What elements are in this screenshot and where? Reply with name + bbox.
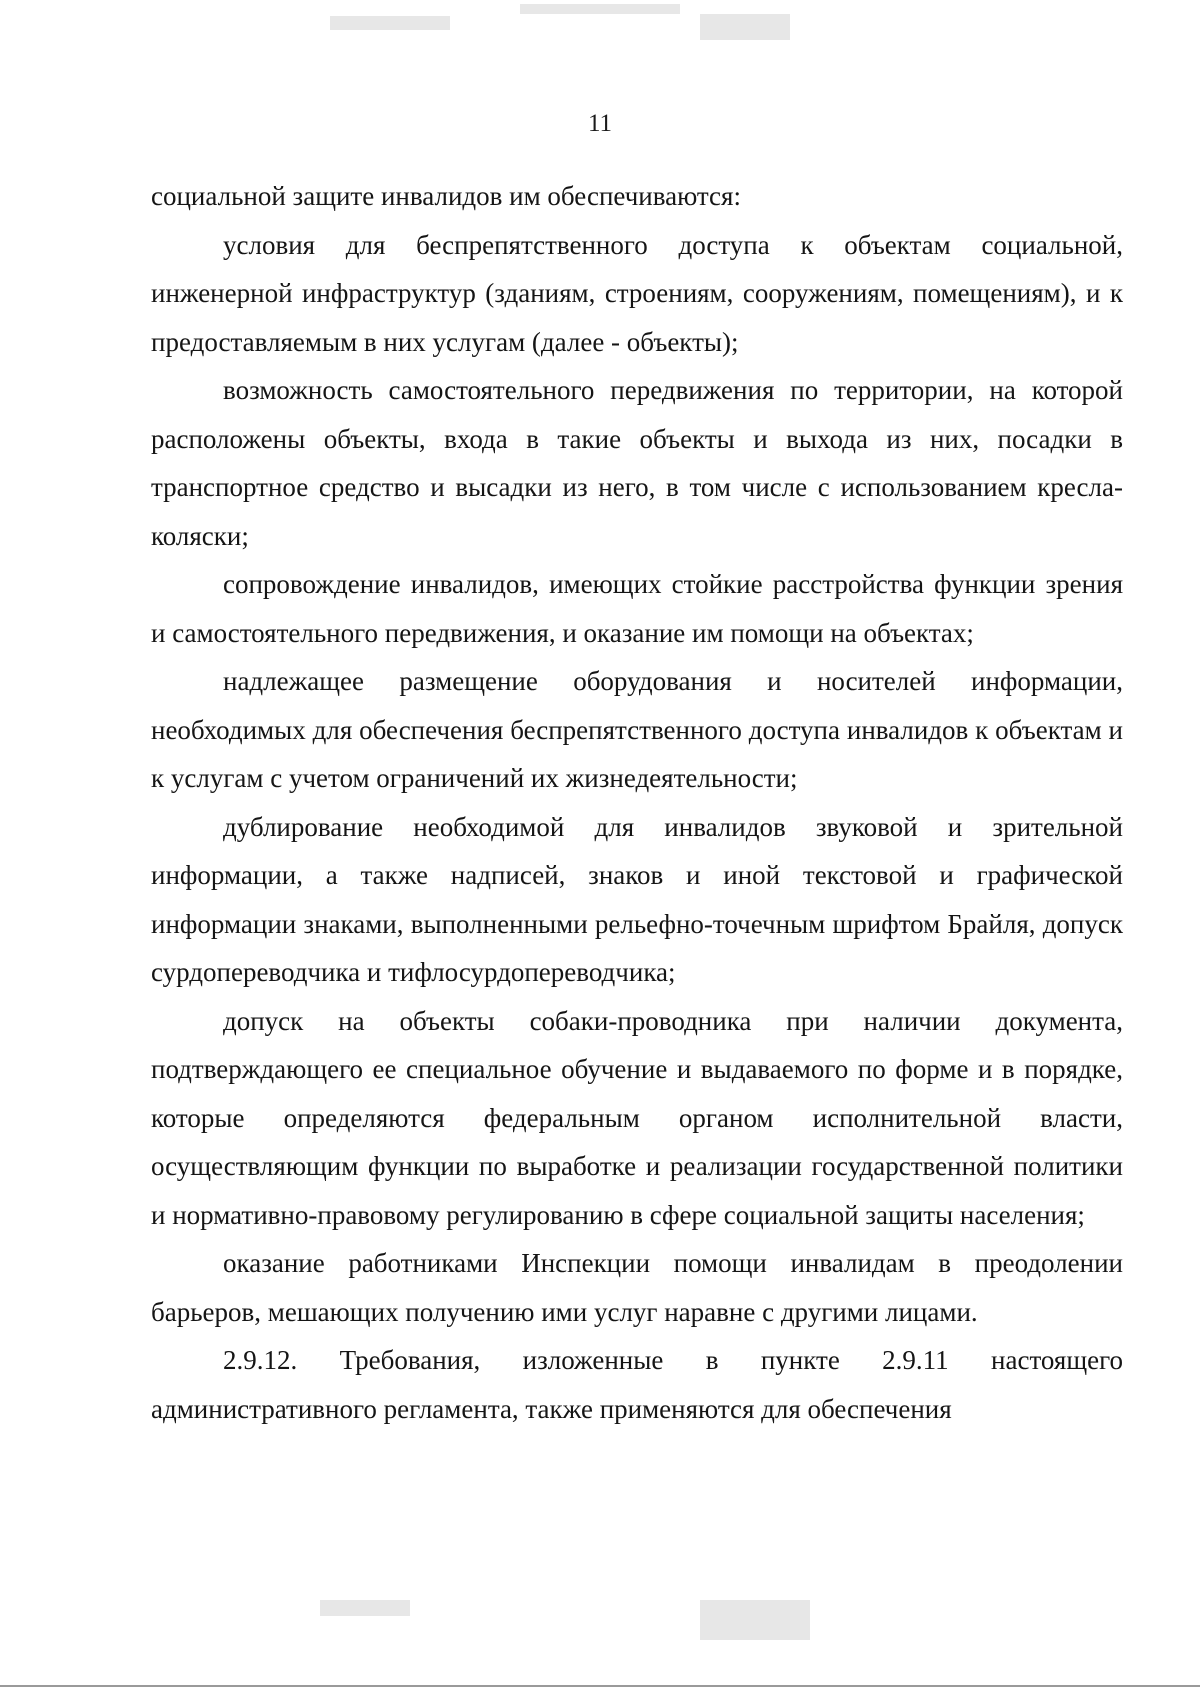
page-number: 11 [587,110,613,137]
paragraph: допуск на объекты собаки-проводника при наличии документа, подтверждающего ее специальное обучение и выдаваемого по форме и в порядке, которые определяются федеральным органом исполнительной власти, осуществляющим функции по выработке и реализации государственной политики и нормативно-правовому регулированию в сфере социальной защиты населения; [151,1005,1123,1230]
document-body [151,172,1123,1433]
paragraph: возможность самостоятельного передвижения по территории, на которой расположены объекты, входа в такие объекты и выхода из них, посадки в транспортное средство и высадки из него, в том числе с использованием кресла-коляски; [151,375,1123,551]
paragraph: 2.9.12. Требования, изложенные в пункте 2.9.11 настоящего административного регламента, также применяются для обеспечения [151,1345,1123,1424]
scan-artifact [330,16,450,30]
page-bottom-edge [0,1685,1200,1687]
paragraph: социальной защите инвалидов им обеспечиваются: [151,181,741,211]
paragraph: оказание работниками Инспекции помощи инвалидам в преодолении барьеров, мешающих получению ими услуг наравне с другими лицами. [151,1248,1123,1327]
paragraph: условия для беспрепятственного доступа к объектам социальной, инженерной инфраструктур (зданиям, строениям, сооружениям, помещениям), и к предоставляемым в них услугам (далее - объекты); [151,229,1123,357]
scan-artifact [700,14,790,40]
scan-artifact [520,4,680,14]
paragraph: надлежащее размещение оборудования и носителей информации, необходимых для обеспечения беспрепятственного доступа инвалидов к объектам и к услугам с учетом ограничений их жизнедеятельности; [151,666,1123,793]
scan-artifact [320,1600,410,1616]
paragraph: дублирование необходимой для инвалидов звуковой и зрительной информации, а также надписей, знаков и иной текстовой и графической информации знаками, выполненными рельефно-точечным шрифтом Брайля, допуск сурдопереводчика и тифлосурдопереводчика; [151,811,1123,987]
paragraph: сопровождение инвалидов, имеющих стойкие расстройства функции зрения и самостоятельного передвижения, и оказание им помощи на объектах; [151,569,1123,648]
scan-artifact [700,1600,810,1640]
